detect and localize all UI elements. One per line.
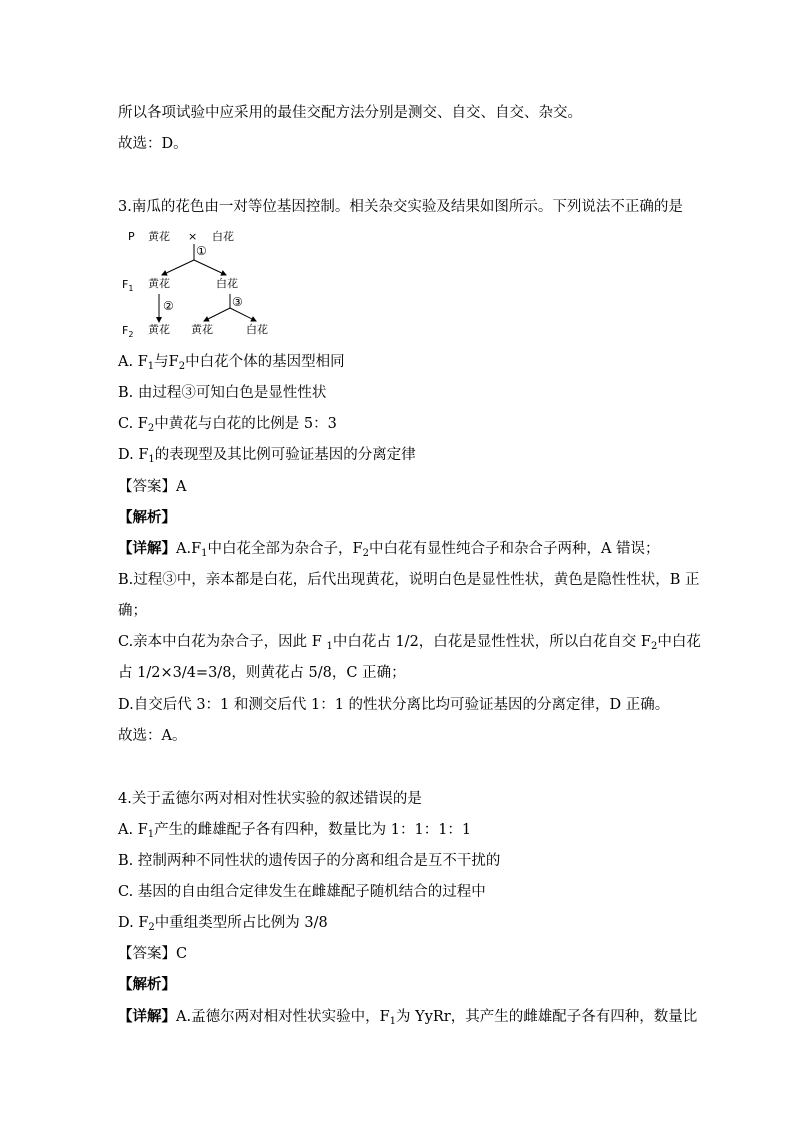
f2-white: 白花 — [246, 323, 268, 336]
q3-detail-c-cont: 占 1/2×3/4=3/8，则黄花占 5/8，C 正确； — [118, 665, 406, 681]
arrow-to-f2-white — [230, 308, 256, 321]
prev-answer-line: 故选：D。 — [118, 136, 188, 152]
cross-symbol: × — [188, 230, 198, 243]
q4-option-d: D. $F_2$中重组类型所占比例为 3/8 — [118, 915, 328, 933]
q3-analysis-heading: 【解析】 — [118, 509, 176, 526]
q3-stem: 3.南瓜的花色由一对等位基因控制。相关杂交实验及结果如图所示。下列说法不正确的是 — [118, 199, 683, 215]
f2-generation-label: $F_2$ — [122, 324, 134, 339]
q3-detail-c: C.亲本中白花为杂合子，因此 F $_1$中白花占 1/2，白花是显性性状，所以白花自交 $F_2$中白花 — [118, 634, 701, 652]
f2-yellow-b: 黄花 — [191, 323, 213, 336]
cross-diagram — [118, 224, 288, 344]
q4-option-c: C. 基因的自由组合定律发生在雌雄配子随机结合的过程中 — [118, 884, 486, 900]
prev-conclusion-line: 所以各项试验中应采用的最佳交配方法分别是测交、自交、自交、杂交。 — [118, 105, 582, 121]
arrow-to-f1-white — [194, 260, 226, 275]
step-2-marker: ② — [163, 299, 174, 313]
f1-yellow: 黄花 — [148, 277, 170, 290]
p-parent-white: 白花 — [212, 230, 234, 243]
q3-detail-b-cont: 确； — [118, 603, 147, 619]
arrow-to-f2-yellow — [204, 308, 230, 321]
q3-option-a: A. $F_1$与$F_2$中白花个体的基因型相同 — [118, 354, 345, 372]
arrow-to-f1-yellow — [162, 260, 194, 275]
p-generation-label: P — [128, 230, 135, 243]
q4-detail-a: 【详解】A.孟德尔两对相对性状实验中，$F_1$为 YyRr，其产生的雌雄配子各有四种，数量比 — [118, 1008, 698, 1027]
q3-option-d: D. $F_1$的表现型及其比例可验证基因的分离定律 — [118, 447, 416, 465]
q4-answer: 【答案】C — [118, 946, 188, 962]
q3-detail-b: B.过程③中，亲本都是白花，后代出现黄花，说明白色是显性性状，黄色是隐性性状，B 正 — [118, 572, 700, 588]
q3-option-c: C. $F_2$中黄花与白花的比例是 5：3 — [118, 416, 337, 434]
f1-generation-label: $F_1$ — [122, 278, 134, 293]
p-parent-yellow: 黄花 — [148, 230, 170, 243]
q4-option-a: A. $F_1$产生的雌雄配子各有四种，数量比为 1：1：1：1 — [118, 822, 472, 840]
q3-detail-a: 【详解】$A.F_1$中白花全部为杂合子，$F_2$中白花有显性纯合子和杂合子两种，A 错误； — [118, 540, 660, 559]
q3-detail-d: D.自交后代 3：1 和测交后代 1：1 的性状分离比均可验证基因的分离定律，D 正确。 — [118, 697, 670, 713]
q3-option-b: B. 由过程③可知白色是显性性状 — [118, 385, 327, 401]
step-1-marker: ① — [196, 244, 207, 258]
q4-analysis-heading: 【解析】 — [118, 976, 176, 993]
f1-white: 白花 — [216, 277, 238, 290]
f2-yellow-a: 黄花 — [148, 323, 170, 336]
q4-stem: 4.关于孟德尔两对相对性状实验的叙述错误的是 — [118, 791, 422, 807]
step-3-marker: ③ — [232, 295, 243, 309]
q3-conclusion: 故选：A。 — [118, 728, 187, 744]
q3-answer: 【答案】A — [118, 479, 187, 495]
q4-option-b: B. 控制两种不同性状的遗传因子的分离和组合是互不干扰的 — [118, 853, 501, 869]
